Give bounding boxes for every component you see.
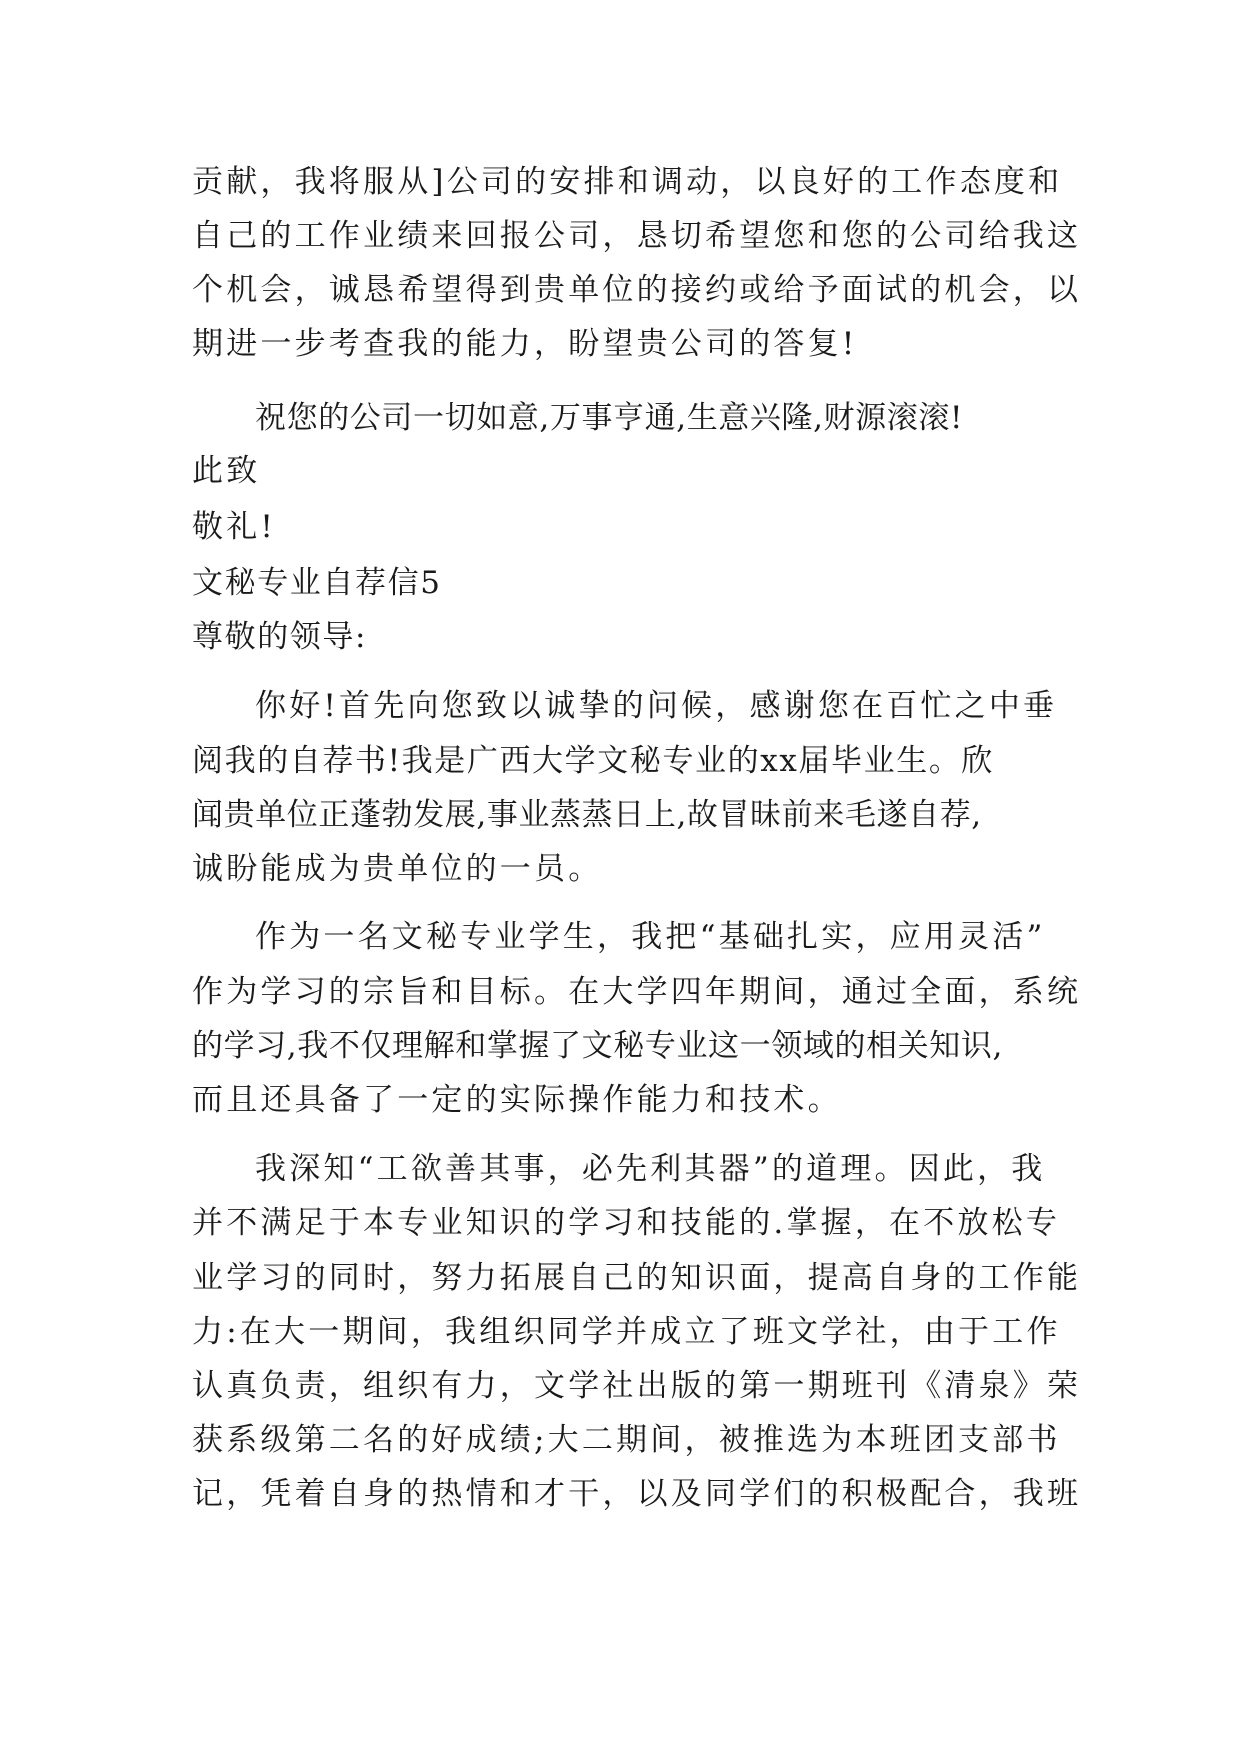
text-line: 自己的工作业绩来回报公司，恳切希望您和您的公司给我这 (192, 218, 1082, 254)
text-line: 你好!首先向您致以诚挚的问候，感谢您在百忙之中垂 (255, 688, 1058, 724)
text-line: 此致 (192, 453, 261, 489)
salutation: 尊敬的领导: (192, 619, 368, 655)
text-line: 并不满足于本专业知识的学习和技能的.掌握，在不放松专 (192, 1205, 1061, 1241)
text-line: 记，凭着自身的热情和才干，以及同学们的积极配合，我班 (192, 1476, 1082, 1512)
text-line: 个机会，诚恳希望得到贵单位的接约或给予面试的机会，以 (192, 272, 1082, 308)
text-line: 业学习的同时，努力拓展自己的知识面，提高自身的工作能 (192, 1260, 1082, 1296)
text-line: 作为学习的宗旨和目标。在大学四年期间，通过全面，系统 (192, 974, 1082, 1010)
text-line: 期进一步考查我的能力，盼望贵公司的答复! (192, 326, 858, 362)
text-line: 的学习,我不仅理解和掌握了文秘专业这一领域的相关知识, (192, 1028, 1003, 1064)
text-line: 贡献，我将服从]公司的安排和调动，以良好的工作态度和 (192, 164, 1063, 200)
section-heading: 文秘专业自荐信5 (192, 565, 442, 601)
text-line: 力:在大一期间，我组织同学并成立了班文学社，由于工作 (192, 1314, 1061, 1350)
text-line: 敬礼! (192, 509, 277, 545)
text-line: 作为一名文秘专业学生，我把“基础扎实，应用灵活” (255, 919, 1046, 955)
text-line: 我深知“工欲善其事，必先利其器”的道理。因此，我 (255, 1151, 1046, 1187)
text-line: 获系级第二名的好成绩;大二期间，被推选为本班团支部书 (192, 1422, 1061, 1458)
text-line: 而且还具备了一定的实际操作能力和技术。 (192, 1082, 842, 1118)
text-line: 认真负责，组织有力，文学社出版的第一期班刊《清泉》荣 (192, 1368, 1082, 1404)
text-line: 诚盼能成为贵单位的一员。 (192, 851, 603, 887)
text-line: 阅我的自荐书!我是广西大学文秘专业的xx届毕业生。欣 (192, 743, 995, 779)
text-line: 闻贵单位正蓬勃发展,事业蒸蒸日上,故冒昧前来毛遂自荐, (192, 797, 982, 833)
text-line: 祝您的公司一切如意,万事亨通,生意兴隆,财源滚滚! (255, 400, 964, 436)
